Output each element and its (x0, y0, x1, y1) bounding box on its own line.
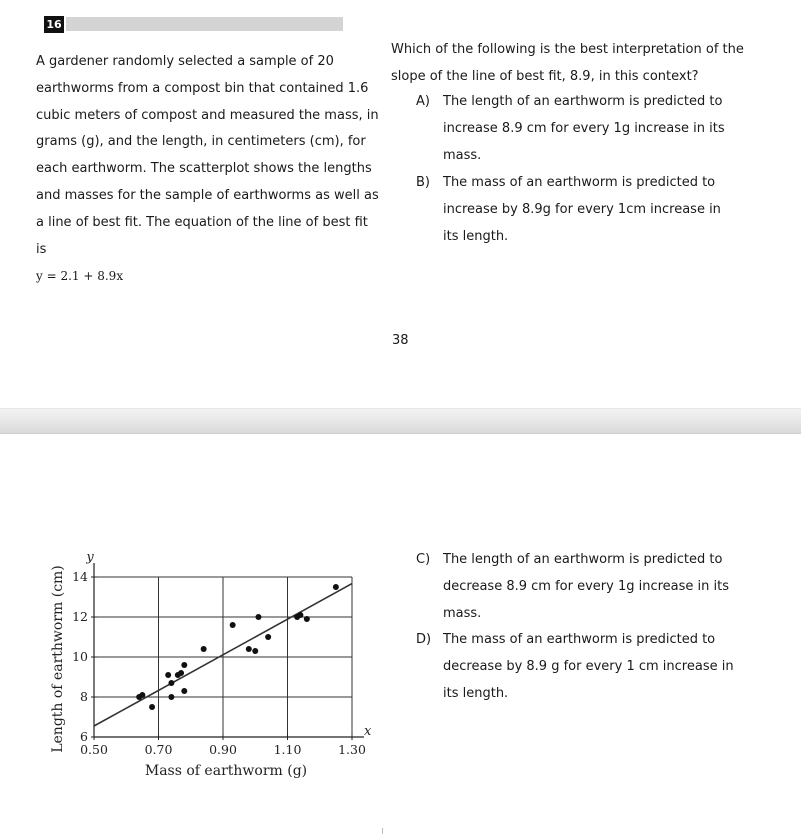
data-point (168, 694, 174, 700)
y-tick-label: 10 (72, 649, 88, 664)
x-tick-label: 0.70 (144, 742, 173, 757)
choice-b-letter: B) (416, 175, 430, 190)
data-point (168, 680, 174, 686)
question-prompt: Which of the following is the best interpretation of the slope of the line of best fit, 8.9, in this context? (391, 42, 744, 84)
data-point (165, 672, 171, 678)
choice-c-text: The length of an earthworm is predicted to decrease 8.9 cm for every 1g increase in its mass. (443, 552, 729, 621)
stem-text: A gardener randomly selected a sample of 20 earthworms from a compost bin that contained 1.6 cubic meters of compost and measured the mass, in grams (g), and the length, in centimeters (cm), for each earthworm. The scatterplot shows the lengths and masses for the sample of earthworms as well as a line of best fit. The equation of the line of best fit is (36, 54, 379, 257)
choice-b-text: The mass of an earthworm is predicted to increase by 8.9g for every 1cm increase in its length. (443, 175, 721, 244)
x-tick-label: 1.10 (273, 742, 302, 757)
page-break-divider (0, 408, 801, 434)
choice-a-text: The length of an earthworm is predicted to increase 8.9 cm for every 1g increase in its mass. (443, 94, 725, 163)
choice-d[interactable] (416, 627, 746, 707)
data-point (201, 646, 207, 652)
stray-mark (382, 828, 383, 834)
data-point (181, 688, 187, 694)
y-axis-variable: y (86, 550, 94, 565)
x-axis-title: Mass of earthworm (g) (144, 763, 308, 779)
x-axis-variable: x (364, 724, 372, 739)
data-point (255, 614, 261, 620)
y-tick-label: 14 (72, 569, 88, 584)
stem-equation: y = 2.1 + 8.9x (36, 269, 124, 284)
data-point (230, 622, 236, 628)
data-point (149, 704, 155, 710)
data-point (333, 584, 339, 590)
choice-b[interactable] (416, 170, 746, 250)
y-tick-label: 8 (80, 689, 88, 704)
x-tick-label: 0.50 (80, 742, 108, 757)
question-number-badge: 16 (44, 16, 64, 33)
x-tick-label: 1.30 (338, 742, 366, 757)
data-point (181, 662, 187, 668)
choice-a[interactable] (416, 89, 746, 169)
data-point (139, 692, 145, 698)
data-point (252, 648, 258, 654)
page-number: 38 (392, 333, 409, 348)
data-point (265, 634, 271, 640)
choice-c[interactable] (416, 547, 746, 627)
y-tick-label: 12 (72, 609, 88, 624)
choice-c-letter: C) (416, 552, 431, 567)
question-stem (36, 49, 381, 290)
question-header-bar (66, 17, 343, 31)
y-axis-title: Length of earthworm (cm) (50, 565, 66, 753)
scatterplot-chart (40, 548, 380, 788)
choice-d-text: The mass of an earthworm is predicted to decrease by 8.9 g for every 1 cm increase in its length. (443, 632, 734, 701)
data-point (297, 612, 303, 618)
choice-d-letter: D) (416, 632, 432, 647)
data-point (304, 616, 310, 622)
data-point (178, 670, 184, 676)
y-tick-label: 6 (80, 729, 88, 744)
x-tick-label: 0.90 (209, 742, 237, 757)
choice-a-letter: A) (416, 94, 430, 109)
data-point (246, 646, 252, 652)
